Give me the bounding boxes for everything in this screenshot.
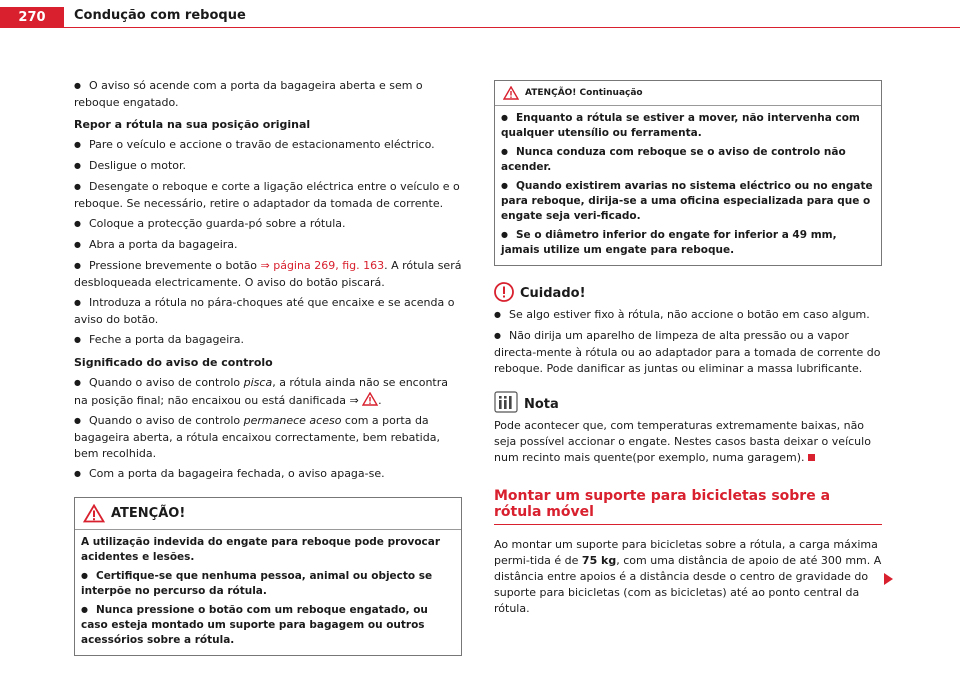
- warning-cont-item-4: ● Se o diâmetro inferior do engate for inferior a 49 mm, jamais utilize um engate para reboque.: [501, 228, 875, 258]
- warning-title: ATENÇÃO!: [111, 505, 186, 521]
- step-5: ● Abra a porta da bagageira.: [74, 237, 462, 254]
- warning-continued-header: [495, 81, 881, 106]
- step-7: ● Introduza a rótula no pára-choques até que encaixe e se acenda o aviso do botão.: [74, 295, 462, 328]
- caution-exclamation-icon: [494, 282, 514, 302]
- warning-cont-item-1: ● Enquanto a rótula se estiver a mover, não intervenha com qualquer utensílio ou ferramenta.: [501, 111, 875, 141]
- right-column: [494, 78, 882, 622]
- warning-continued-box: [494, 80, 882, 266]
- warning-box-header: [75, 498, 461, 530]
- warning-triangle-icon: [503, 86, 519, 100]
- section-title: Montar um suporte para bicicletas sobre a rótula móvel: [494, 488, 882, 525]
- warning-item-1: ● Certifique-se que nenhuma pessoa, animal ou objecto se interpõe no percurso da rótula.: [81, 569, 455, 599]
- meaning-2: ● Quando o aviso de controlo permanece aceso com a porta da bagageira aberta, a rótula encaixou correctamente, bem rebatida, bem recolhida.: [74, 413, 462, 462]
- page-header: [0, 0, 960, 30]
- warning-body: [75, 530, 461, 655]
- warning-cont-item-2: ● Nunca conduza com reboque se o aviso de controlo não acender.: [501, 145, 875, 175]
- meaning-1: ● Quando o aviso de controlo pisca, a rótula ainda não se encontra na posição final; não encaixou ou está danificada ⇒ .: [74, 375, 462, 409]
- page-number: 270: [0, 7, 64, 28]
- warning-item-2: ● Nunca pressione o botão com um reboque engatado, ou caso esteja montado um suporte para bagagem ou outros acessórios sobre a rótula.: [81, 603, 455, 648]
- step-8: ● Feche a porta da bagageira.: [74, 332, 462, 349]
- warning-triangle-icon[interactable]: [362, 392, 378, 406]
- heading-meaning: Significado do aviso de controlo: [74, 356, 273, 369]
- note-info-icon: [494, 391, 518, 413]
- intro-bullet: ● O aviso só acende com a porta da bagageira aberta e sem o reboque engatado.: [74, 78, 462, 111]
- chapter-title: Condução com reboque: [74, 8, 246, 23]
- warning-continued-body: [495, 106, 881, 265]
- caution-item-2: ● Não dirija um aparelho de limpeza de alta pressão ou a vapor directa-mente à rótula ou ao adaptador para a tomada de corrente do reboque. Pode danificar as juntas ou eliminar a massa lubrificante.: [494, 328, 882, 377]
- warning-box: [74, 497, 462, 656]
- meaning-3: ● Com a porta da bagageira fechada, o aviso apaga-se.: [74, 466, 462, 483]
- left-column: [74, 78, 462, 656]
- note-text: Pode acontecer que, com temperaturas extremamente baixas, não seja possível accionar o engate. Nestes casos basta deixar o veículo num recinto mais quente(por exemplo, numa garagem).: [494, 419, 871, 464]
- page-link[interactable]: ⇒ página 269, fig. 163: [260, 259, 385, 272]
- header-rule: [64, 27, 960, 28]
- section-text: Ao montar um suporte para bicicletas sobre a rótula, a carga máxima permi-tida é de 75 kg, com uma distância de apoio de até 300 mm. A distância entre apoios é a distância desde o centro de gravidade do suporte para bicicletas (com as bicicletas) até ao ponto central da rótula.: [494, 538, 882, 615]
- step-1: ● Pare o veículo e accione o travão de estacionamento eléctrico.: [74, 137, 462, 154]
- warning-triangle-icon: [83, 504, 105, 523]
- note-header: [494, 391, 882, 413]
- step-4: ● Coloque a protecção guarda-pó sobre a rótula.: [74, 216, 462, 233]
- heading-reset: Repor a rótula na sua posição original: [74, 118, 311, 131]
- caution-item-1: ● Se algo estiver fixo à rótula, não accione o botão em caso algum.: [494, 307, 882, 324]
- caution-title: Cuidado!: [520, 286, 586, 301]
- end-mark-icon: [808, 454, 815, 461]
- step-2: ● Desligue o motor.: [74, 158, 462, 175]
- warning-continued-title: ATENÇÃO! Continuação: [525, 88, 643, 98]
- note-title: Nota: [524, 397, 559, 412]
- warning-lead: A utilização indevida do engate para reboque pode provocar acidentes e lesões.: [81, 536, 441, 563]
- next-page-arrow-icon: [884, 573, 893, 585]
- warning-cont-item-3: ● Quando existirem avarias no sistema eléctrico ou no engate para reboque, dirija-se a uma oficina especializada para que o engate seja veri-ficado.: [501, 179, 875, 224]
- caution-header: [494, 282, 882, 302]
- step-3: ● Desengate o reboque e corte a ligação eléctrica entre o veículo e o reboque. Se necessário, retire o adaptador da tomada de corrente.: [74, 179, 462, 212]
- step-6: ● Pressione brevemente o botão ⇒ página 269, fig. 163. A rótula será desbloqueada electricamente. O aviso do botão piscará.: [74, 258, 462, 291]
